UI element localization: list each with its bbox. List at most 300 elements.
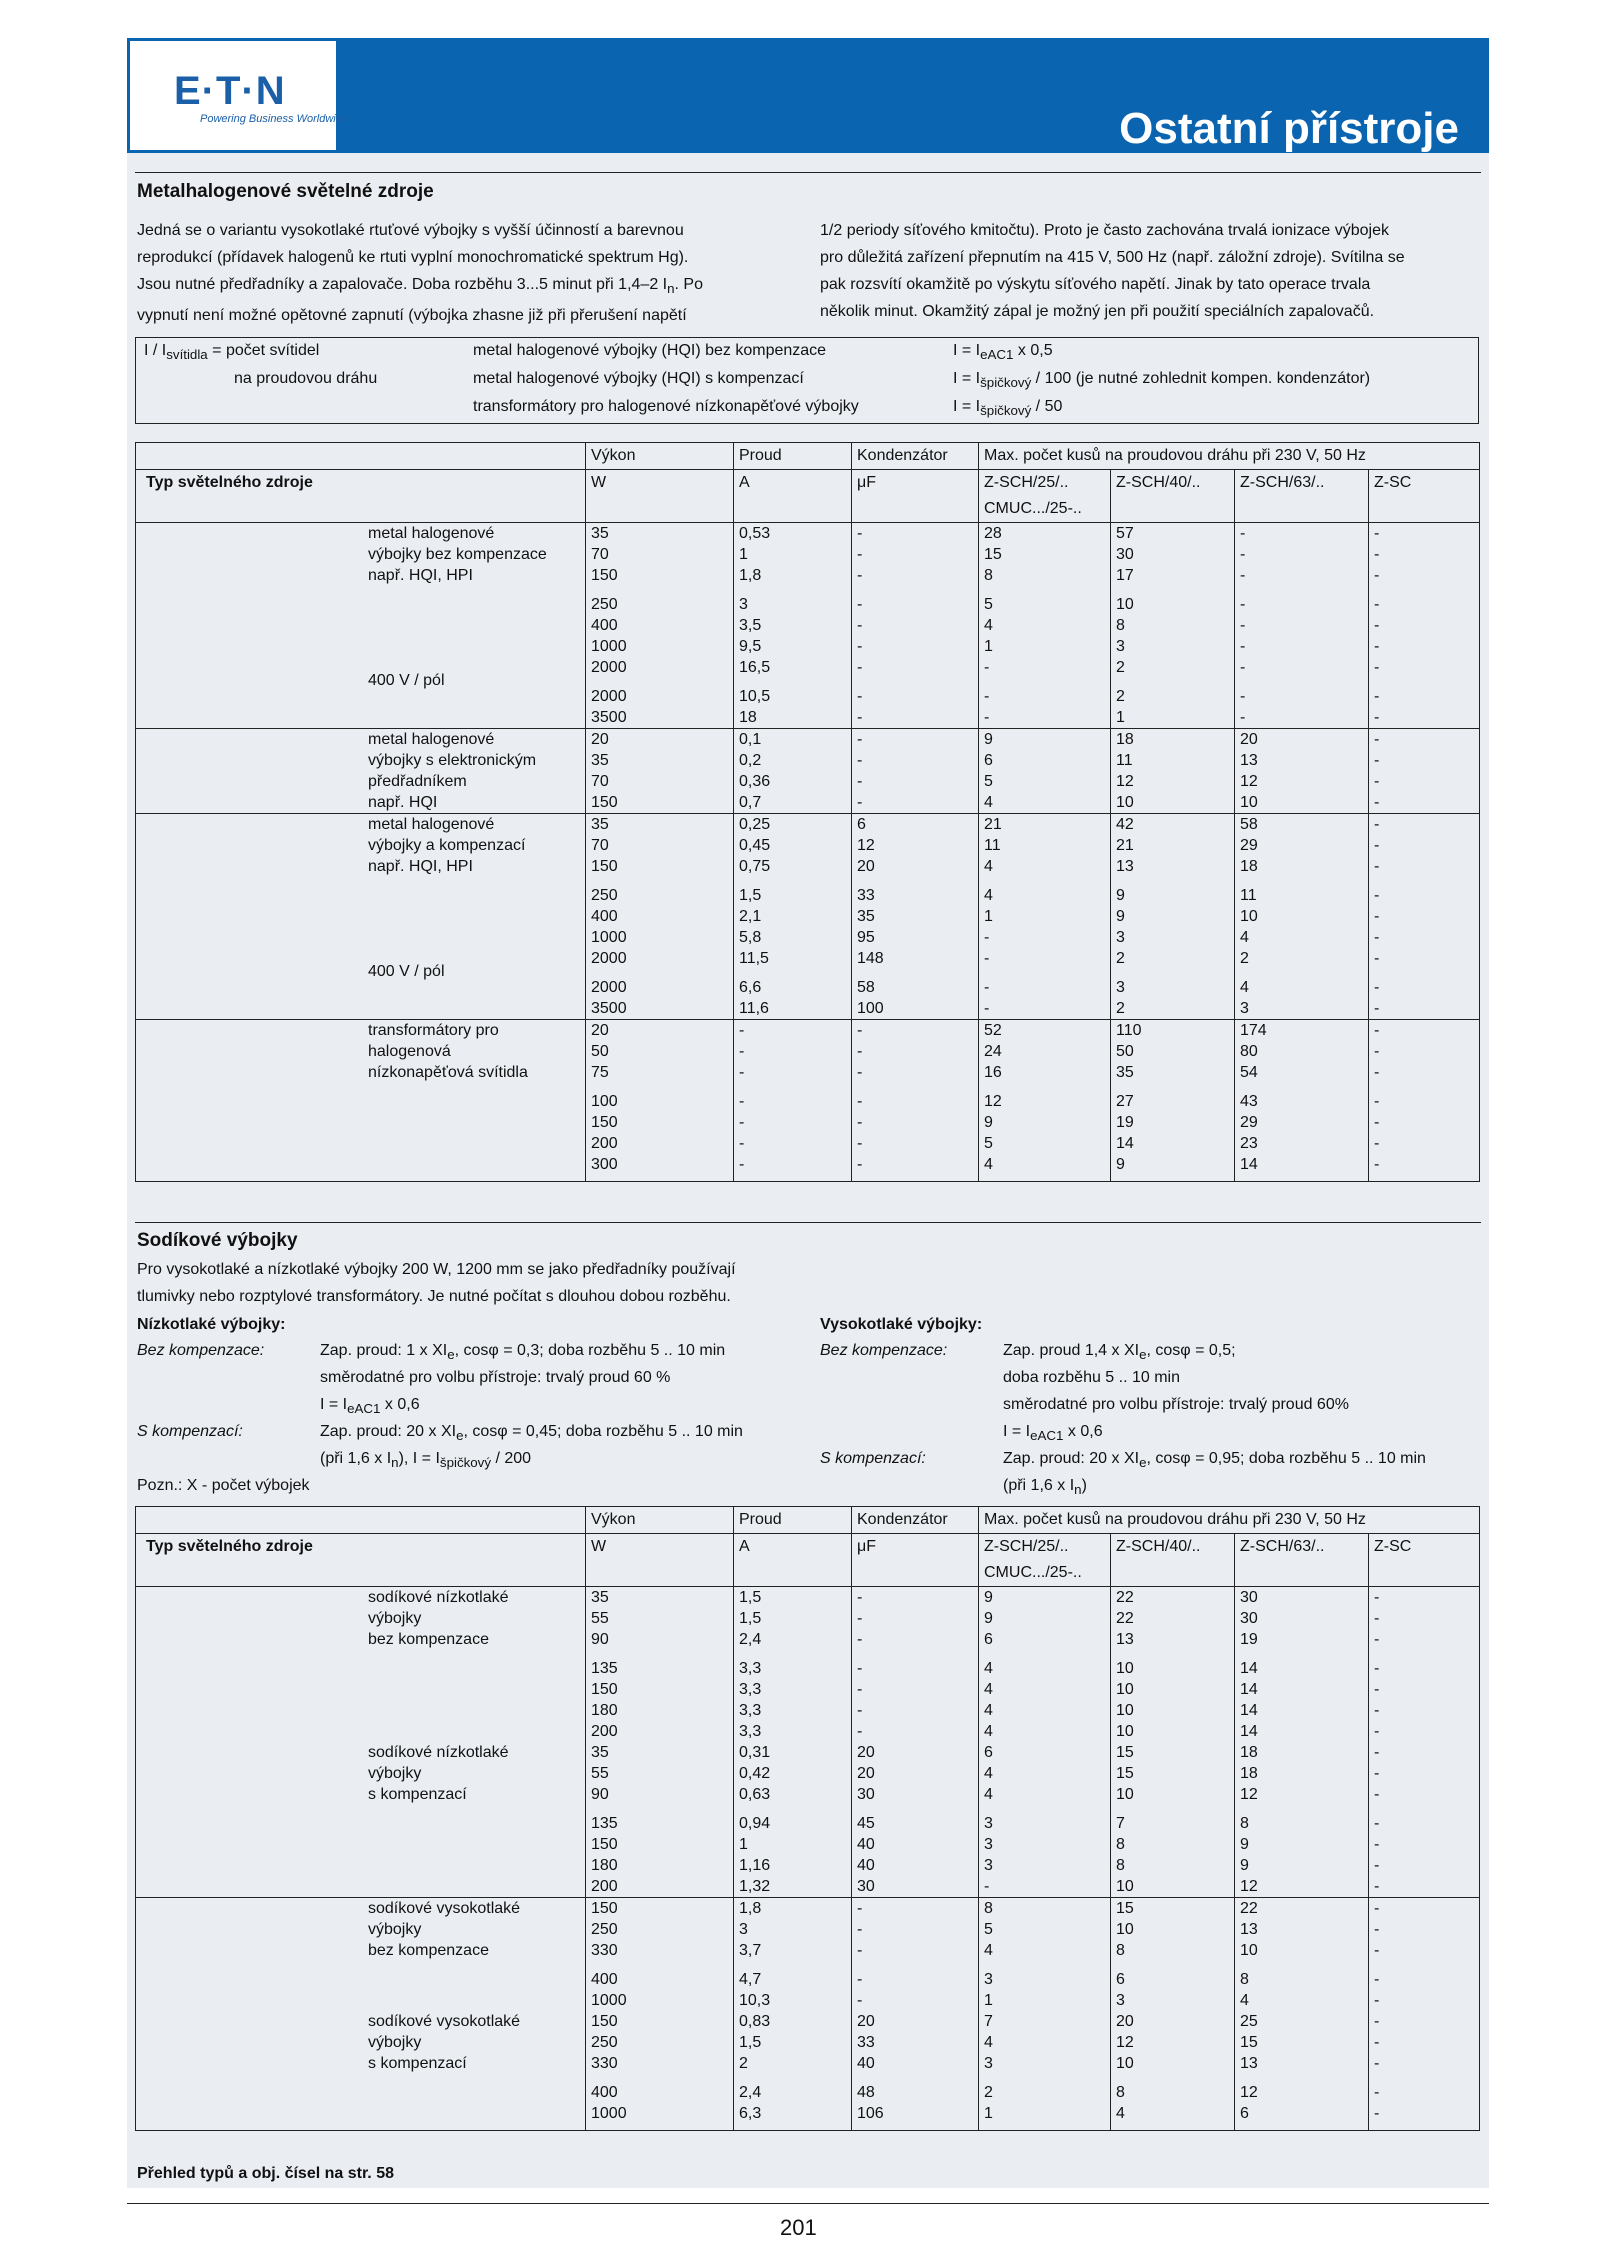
- value: 23: [1240, 1135, 1258, 1152]
- block-gap: [1240, 1083, 1368, 1091]
- value: 400: [591, 908, 618, 925]
- value: -: [984, 659, 990, 676]
- value: 52: [984, 1022, 1002, 1039]
- value: 2000: [591, 979, 627, 996]
- block-gap: [1116, 1805, 1234, 1813]
- header-cell: [136, 1507, 586, 1534]
- value: 250: [591, 887, 618, 904]
- breaker-type-cell: [1235, 1534, 1369, 1587]
- value: 33: [857, 2034, 875, 2051]
- text-run: I = I: [953, 370, 981, 387]
- value: 20: [857, 2013, 875, 2030]
- text-run: Zap. proud: 1 x XI: [320, 1342, 448, 1359]
- subscript: špičkový: [980, 403, 1032, 419]
- page-title: Ostatní přístroje: [1119, 104, 1459, 153]
- value: 2,4: [739, 2084, 762, 2101]
- value-cell: [979, 1587, 1111, 1743]
- value: 25: [1240, 2013, 1258, 2030]
- value: 35: [1116, 1064, 1134, 1081]
- value-cell: [586, 814, 734, 1020]
- value: 4: [1240, 979, 1249, 996]
- value: 35: [591, 525, 609, 542]
- value: 1000: [591, 638, 627, 655]
- value: 180: [591, 1857, 618, 1874]
- text-line: několik minut. Okamžitý zápal je možný jen při použití speciálních zapalovačů.: [820, 303, 1375, 320]
- value-cell: [1235, 1898, 1369, 2012]
- value: -: [857, 731, 863, 748]
- value: 21: [1116, 837, 1134, 854]
- value: 1,5: [739, 1589, 762, 1606]
- nt-bez-line: [320, 1394, 420, 1420]
- padding-cell: [136, 1175, 586, 1182]
- value-cell: [734, 814, 852, 1020]
- value: 0,75: [739, 858, 771, 875]
- value: -: [857, 1156, 863, 1173]
- block-gap: [591, 1805, 733, 1813]
- padding-cell: [586, 1175, 734, 1182]
- value: 0,7: [739, 794, 762, 811]
- value-cell: [1235, 523, 1369, 729]
- breaker-type-cell: [979, 1534, 1111, 1587]
- block-gap: [1116, 586, 1234, 594]
- value: 2: [1116, 659, 1125, 676]
- section-divider: [135, 172, 1481, 173]
- unit-cell: A: [734, 470, 852, 523]
- nt-bez-line: směrodatné pro volbu přístroje: trvalý proud 60 %: [320, 1369, 671, 1386]
- text-run: I = I: [1003, 1423, 1031, 1440]
- formula-expr: [953, 368, 1370, 394]
- label-line: výbojky: [368, 1765, 422, 1782]
- value: 22: [1240, 1900, 1258, 1917]
- block-gap: [984, 678, 1110, 686]
- row-label: [136, 814, 586, 1020]
- value: -: [1374, 950, 1380, 967]
- value: 400: [591, 617, 618, 634]
- value: 11: [984, 837, 1001, 854]
- value: -: [857, 546, 863, 563]
- value-cell: [734, 1742, 852, 1898]
- formula-label-2: na proudovou dráhu: [234, 370, 378, 387]
- padding-cell: [1111, 1175, 1235, 1182]
- metal-halogen-table: [135, 442, 1480, 1182]
- block-gap: [591, 1650, 733, 1658]
- value: 2: [1116, 1000, 1125, 1017]
- block-gap: [1374, 2074, 1479, 2082]
- breaker-type: Z-SCH/40/..: [1116, 474, 1201, 491]
- units-row: [136, 1534, 1480, 1587]
- value: 200: [591, 1723, 618, 1740]
- value: -: [1374, 1135, 1380, 1152]
- block-gap: [857, 877, 978, 885]
- value: 14: [1240, 1681, 1258, 1698]
- value: 1: [984, 1992, 993, 2009]
- value: 4: [984, 887, 993, 904]
- vt-bez-line: směrodatné pro volbu přístroje: trvalý proud 60%: [1003, 1396, 1349, 1413]
- group-row: [136, 1742, 1480, 1898]
- value: -: [739, 1022, 745, 1039]
- page-number: 201: [780, 2215, 817, 2240]
- block-gap: [984, 1805, 1110, 1813]
- value: 6: [1240, 2105, 1249, 2122]
- value: 9: [984, 1589, 993, 1606]
- block-gap: [1374, 1961, 1479, 1969]
- value: 4: [984, 1723, 993, 1740]
- value-cell: [1235, 1587, 1369, 1743]
- block-gap: [591, 678, 733, 686]
- value-cell: [1235, 1020, 1369, 1176]
- value: -: [857, 1093, 863, 1110]
- value-cell: [852, 523, 979, 729]
- value-cell: [586, 1898, 734, 2012]
- group-row: [136, 1587, 1480, 1743]
- value: -: [1374, 858, 1380, 875]
- block-gap: [857, 1961, 978, 1969]
- value: 16: [984, 1064, 1002, 1081]
- block-gap: [1240, 586, 1368, 594]
- value: 12: [1240, 2084, 1258, 2101]
- header-row: [136, 443, 1480, 470]
- value: 29: [1240, 1114, 1258, 1131]
- vt-s-line: [1003, 1448, 1426, 1474]
- text-run: I = I: [320, 1396, 348, 1413]
- value-cell: [852, 729, 979, 814]
- value: 18: [1240, 1744, 1258, 1761]
- label-line: 400 V / pól: [368, 963, 445, 980]
- block-gap: [739, 1805, 851, 1813]
- text-line: vypnutí není možné opětovné zapnutí (výbojka zhasne již při přerušení napětí: [137, 307, 687, 325]
- text-run: / 100 (je nutné zohlednit kompen. kondenzátor): [1031, 370, 1371, 387]
- value: -: [984, 979, 990, 996]
- value: 300: [591, 1156, 618, 1173]
- value: -: [857, 1971, 863, 1988]
- padding-cell: [1235, 2124, 1369, 2131]
- block-gap: [739, 969, 851, 977]
- value: 148: [857, 950, 884, 967]
- padding-cell: [734, 2124, 852, 2131]
- block-gap: [739, 2074, 851, 2082]
- block-gap: [1374, 877, 1479, 885]
- value: 11: [1240, 887, 1257, 904]
- subscript: n: [667, 281, 675, 297]
- units-row: [136, 470, 1480, 523]
- value: 19: [1116, 1114, 1134, 1131]
- value: 8: [1116, 1857, 1125, 1874]
- value: 12: [1116, 2034, 1134, 2051]
- value: 30: [1116, 546, 1134, 563]
- value: 4: [984, 794, 993, 811]
- subscript: n: [1074, 1482, 1082, 1498]
- value: 50: [1116, 1043, 1134, 1060]
- value: 0,36: [739, 773, 771, 790]
- label-line: sodíkové vysokotlaké: [368, 2013, 521, 2030]
- value: 4: [984, 1156, 993, 1173]
- subscript: eAC1: [347, 1401, 381, 1417]
- value: -: [1374, 2034, 1380, 2051]
- value: -: [1374, 1765, 1380, 1782]
- value: 17: [1116, 567, 1134, 584]
- text-line: 1/2 periody síťového kmitočtu). Proto je často zachována trvalá ionizace výbojek: [820, 222, 1389, 239]
- text-run: Zap. proud: 20 x XI: [1003, 1450, 1140, 1467]
- value-cell: [979, 1898, 1111, 2012]
- value: 100: [591, 1093, 618, 1110]
- value: 8: [1116, 617, 1125, 634]
- value: 7: [984, 2013, 993, 2030]
- value-cell: [734, 2011, 852, 2124]
- value: 9: [1116, 887, 1125, 904]
- formula-desc: metal halogenové výbojky (HQI) s kompenzací: [473, 370, 804, 387]
- value: 20: [591, 1022, 609, 1039]
- value: 14: [1240, 1156, 1258, 1173]
- value: 3: [984, 1815, 993, 1832]
- block-gap: [857, 2074, 978, 2082]
- value: -: [1374, 1589, 1380, 1606]
- label-line: výbojky bez kompenzace: [368, 546, 547, 563]
- value: -: [1374, 1878, 1380, 1895]
- value-cell: [1111, 1587, 1235, 1743]
- text-run: , cosφ = 0,3; doba rozběhu 5 .. 10 min: [454, 1342, 726, 1359]
- value: 0,83: [739, 2013, 771, 2030]
- value: 150: [591, 794, 618, 811]
- value: -: [1374, 1610, 1380, 1627]
- text-run: I = I: [953, 342, 981, 359]
- value: 3,3: [739, 1660, 762, 1677]
- value: 11,6: [739, 1000, 769, 1017]
- value-cell: [1235, 814, 1369, 1020]
- value: -: [857, 1702, 863, 1719]
- padding-row: [136, 1175, 1480, 1182]
- block-gap: [739, 1650, 851, 1658]
- value-cell: [1111, 523, 1235, 729]
- block-gap: [984, 969, 1110, 977]
- block-gap: [984, 1961, 1110, 1969]
- value-cell: [586, 523, 734, 729]
- label-line: [368, 586, 585, 607]
- block-gap: [1116, 1083, 1234, 1091]
- vt-bez-line: [1003, 1421, 1103, 1447]
- value: -: [1374, 525, 1380, 542]
- value-cell: [1111, 729, 1235, 814]
- value: -: [857, 794, 863, 811]
- value: 54: [1240, 1064, 1258, 1081]
- value-cell: [979, 2011, 1111, 2124]
- value: 100: [857, 1000, 884, 1017]
- value: 13: [1116, 858, 1134, 875]
- value-cell: [979, 729, 1111, 814]
- header-cell: Kondenzátor: [852, 1507, 979, 1534]
- subscript: e: [1139, 1455, 1147, 1471]
- value: 1000: [591, 1992, 627, 2009]
- value-cell: [586, 1742, 734, 1898]
- value: -: [857, 525, 863, 542]
- value: -: [984, 929, 990, 946]
- value: 35: [591, 1744, 609, 1761]
- value: 3,3: [739, 1702, 762, 1719]
- value: -: [739, 1156, 745, 1173]
- value: -: [739, 1093, 745, 1110]
- text-run: (při 1,6 x I: [320, 1450, 392, 1467]
- value: 10: [1116, 1702, 1134, 1719]
- value: 4: [984, 1681, 993, 1698]
- nt-s-line: [320, 1421, 743, 1447]
- padding-cell: [586, 2124, 734, 2131]
- value: 42: [1116, 816, 1134, 833]
- value: 3500: [591, 1000, 627, 1017]
- breaker-type-cell: [1369, 470, 1480, 523]
- row-label: [136, 1020, 586, 1176]
- value: 29: [1240, 837, 1258, 854]
- label-line: metal halogenové: [368, 816, 495, 833]
- block-gap: [1374, 1650, 1479, 1658]
- value: 150: [591, 1681, 618, 1698]
- value: -: [739, 1135, 745, 1152]
- value: -: [857, 1631, 863, 1648]
- block-gap: [1240, 1961, 1368, 1969]
- value: -: [1374, 1786, 1380, 1803]
- value: -: [1374, 567, 1380, 584]
- value: 70: [591, 773, 609, 790]
- breaker-type: Z-SCH/63/..: [1240, 1538, 1325, 1555]
- group-row: [136, 1898, 1480, 2012]
- value: -: [1374, 1992, 1380, 2009]
- block-gap: [1116, 1961, 1234, 1969]
- nt-bez-line: [320, 1340, 725, 1366]
- value: -: [857, 1043, 863, 1060]
- block-gap: [984, 877, 1110, 885]
- value-cell: [1235, 2011, 1369, 2124]
- value: 8: [1116, 2084, 1125, 2101]
- value: 1: [1116, 709, 1125, 726]
- value: 14: [1240, 1723, 1258, 1740]
- value: -: [984, 950, 990, 967]
- value: 8: [984, 567, 993, 584]
- label-line: nízkonapěťová svítidla: [368, 1064, 528, 1081]
- label-line: metal halogenové: [368, 731, 495, 748]
- value: -: [1374, 1744, 1380, 1761]
- block-gap: [1374, 969, 1479, 977]
- subscript: špičkový: [439, 1455, 492, 1471]
- sodium-intro: [137, 1256, 1037, 1310]
- value: 20: [591, 731, 609, 748]
- value: -: [857, 567, 863, 584]
- value-cell: [1369, 1742, 1480, 1898]
- value: 95: [857, 929, 875, 946]
- block-gap: [857, 678, 978, 686]
- value: -: [1374, 1064, 1380, 1081]
- value: 10: [1240, 794, 1258, 811]
- value: 3: [1116, 1992, 1125, 2009]
- label-line: sodíkové nízkotlaké: [368, 1589, 509, 1606]
- block-gap: [1240, 1805, 1368, 1813]
- value: 70: [591, 837, 609, 854]
- value: 150: [591, 567, 618, 584]
- text-run: Jsou nutné předřadníky a zapalovače. Doba rozběhu 3...5 minut při 1,4–2 I: [137, 276, 668, 293]
- value: 1: [984, 908, 993, 925]
- value: 55: [591, 1610, 609, 1627]
- value: -: [739, 1043, 745, 1060]
- block-gap: [1116, 2074, 1234, 2082]
- text-run: I / I: [144, 342, 167, 359]
- value: -: [1374, 709, 1380, 726]
- padding-cell: [852, 2124, 979, 2131]
- value: -: [1374, 1815, 1380, 1832]
- value: 13: [1240, 2055, 1258, 2072]
- value: 90: [591, 1786, 609, 1803]
- value: -: [1374, 731, 1380, 748]
- value: 4: [984, 858, 993, 875]
- footer-divider: [127, 2203, 1489, 2204]
- value-cell: [1369, 1020, 1480, 1176]
- value: 3: [984, 1836, 993, 1853]
- block-gap: [1116, 1650, 1234, 1658]
- value: 4: [984, 2034, 993, 2051]
- type-label: Typ světelného zdroje: [136, 1534, 586, 1587]
- nt-s-label: S kompenzací:: [137, 1423, 243, 1440]
- value: 4: [984, 617, 993, 634]
- value: 4: [984, 1786, 993, 1803]
- value: 0,42: [739, 1765, 771, 1782]
- unit-cell: A: [734, 1534, 852, 1587]
- breaker-type: Z-SC: [1374, 474, 1412, 491]
- value: 2: [1116, 688, 1125, 705]
- value: 35: [591, 816, 609, 833]
- value: 12: [857, 837, 875, 854]
- subscript: n: [391, 1455, 399, 1471]
- value: 10,3: [739, 1992, 771, 2009]
- value: 150: [591, 1900, 618, 1917]
- value: -: [857, 1942, 863, 1959]
- value-cell: [852, 1898, 979, 2012]
- value: 7: [1116, 1815, 1125, 1832]
- value: 400: [591, 2084, 618, 2101]
- value: 1,8: [739, 567, 762, 584]
- mh-intro-left: [137, 217, 787, 329]
- value: 14: [1240, 1660, 1258, 1677]
- value: 30: [1240, 1610, 1258, 1627]
- value: 5,8: [739, 929, 762, 946]
- block-gap: [1240, 678, 1368, 686]
- value: 4,7: [739, 1971, 762, 1988]
- value: 3: [1116, 979, 1125, 996]
- value: -: [1374, 979, 1380, 996]
- label-line: [368, 898, 585, 919]
- value: 10: [1240, 1942, 1258, 1959]
- value: 27: [1116, 1093, 1134, 1110]
- value: -: [1374, 1043, 1380, 1060]
- header-cell: Výkon: [586, 443, 734, 470]
- value: 33: [857, 887, 875, 904]
- value-cell: [1235, 729, 1369, 814]
- row-label: [136, 729, 586, 814]
- value: -: [1374, 887, 1380, 904]
- value: 9: [984, 731, 993, 748]
- value-cell: [734, 1898, 852, 2012]
- value: 110: [1116, 1022, 1142, 1039]
- value: 4: [1116, 2105, 1125, 2122]
- value-cell: [852, 1742, 979, 1898]
- mh-intro-right: [820, 217, 1480, 325]
- value: 2000: [591, 950, 627, 967]
- breaker-type-cell: [1111, 470, 1235, 523]
- value: 22: [1116, 1589, 1134, 1606]
- block-gap: [1374, 1805, 1479, 1813]
- text-run: / 200: [491, 1450, 532, 1467]
- value-cell: [1369, 1587, 1480, 1743]
- group-row: [136, 729, 1480, 814]
- value: 1: [739, 546, 748, 563]
- value: 3: [984, 2055, 993, 2072]
- unit-cell: W: [586, 470, 734, 523]
- block-gap: [1116, 678, 1234, 686]
